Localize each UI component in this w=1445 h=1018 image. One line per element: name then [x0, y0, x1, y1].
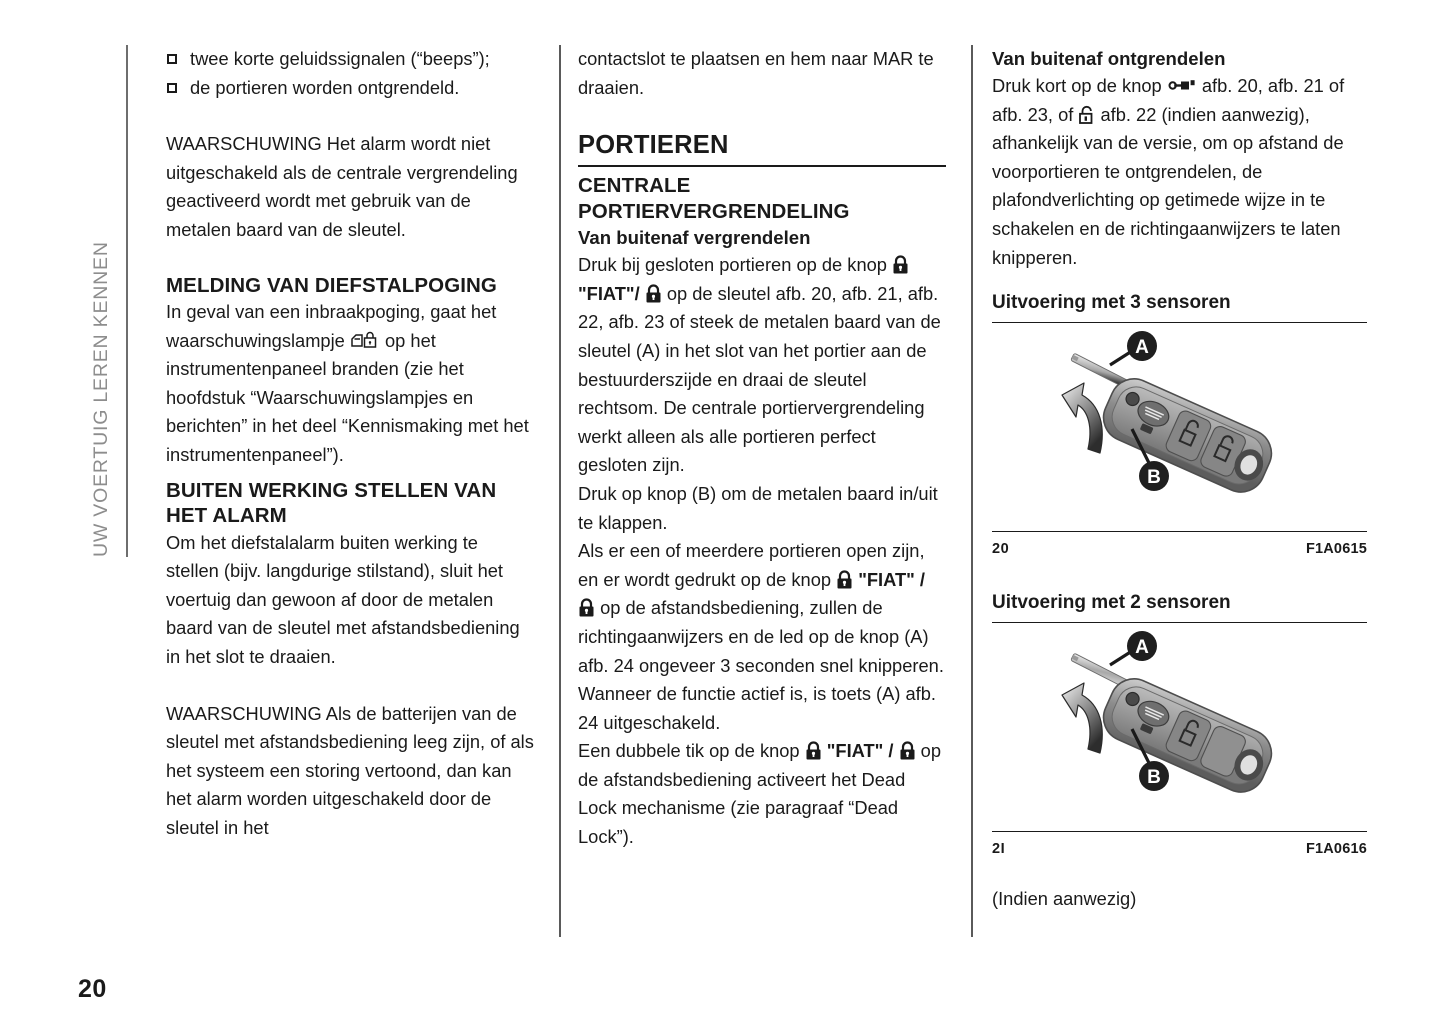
- lock-open-icon: [1078, 105, 1095, 124]
- dead-lock-text-2: "FIAT" /: [821, 740, 899, 762]
- lock-instructions-paragraph: [578, 251, 946, 480]
- continuation-paragraph: contactslot te plaatsen en hem naar MAR te draaien.: [578, 48, 934, 98]
- lock-text-3: op de sleutel afb. 20, afb. 21, afb. 22, afb. 23 of steek de metalen baard van de sleutel (A) in het slot van het portier aan de bestuurderszijde en draai de sleutel rechtsom. De centrale portiervergrendeling werkt alleen als alle portieren perfect gesloten zijn.: [578, 282, 941, 476]
- lock-closed-icon: [645, 284, 662, 303]
- spacer: [992, 564, 1367, 590]
- figure-2-caption: [992, 831, 1367, 864]
- warning-paragraph-2: WAARSCHUWING Als de batterijen van de sleutel met afstandsbediening leeg zijn, of als het systeem een storing vertoond, dan kan het alarm worden uitgeschakeld door de sleutel in het: [166, 702, 534, 838]
- spacer: [166, 102, 534, 130]
- list-item-label: twee korte geluidssignalen (“beeps”);: [190, 48, 490, 69]
- bullet-list: [166, 45, 534, 102]
- heading-centrale-portiervergrendeling: CENTRALE PORTIERVERGRENDELING: [578, 174, 850, 223]
- square-bullet-icon: [167, 54, 177, 64]
- chapter-tab-label: UW VOERTUIG LEREN KENNEN: [89, 241, 112, 557]
- door-unlock-icon: [1167, 77, 1197, 94]
- text-column-1: [166, 45, 534, 843]
- figure-2-heading: Uitvoering met 2 sensoren: [992, 590, 1367, 623]
- figure-1-heading: Uitvoering met 3 sensoren: [992, 290, 1367, 323]
- lock-closed-icon: [899, 741, 916, 760]
- melding-text-after: op het instrumentenpaneel branden (zie het hoofdstuk “Waarschuwingslampjes en berichten” in het deel “Kennismaking met het instrumentenpaneel”).: [166, 329, 529, 466]
- heading-buiten-werking-stellen: BUITEN WERKING STELLEN VAN HET ALARM: [166, 478, 497, 528]
- figure-1-callout-b: B: [1147, 467, 1161, 489]
- spacer: [578, 102, 946, 130]
- figure-2-number: 2I: [992, 840, 1006, 857]
- lock-text-2: "FIAT"/: [578, 282, 645, 304]
- unlock-text-1: Druk kort op de knop: [992, 75, 1167, 96]
- figure-2-callout-a: A: [1135, 636, 1149, 658]
- page-number: 20: [78, 975, 107, 1003]
- figure-1-number: 20: [992, 541, 1010, 558]
- footnote-indien-aanwezig: (Indien aanwezig): [992, 888, 1137, 910]
- figure-1-callout-a: A: [1135, 337, 1149, 359]
- list-item: [166, 74, 534, 103]
- figure-2: [992, 623, 1367, 864]
- melding-text-before: In geval van een inbraakpoging, gaat het waarschuwingslampje: [166, 301, 497, 351]
- lock-closed-icon: [892, 255, 909, 274]
- open-door-paragraph: [578, 537, 946, 737]
- list-item-label: de portieren worden ontgrendeld.: [190, 76, 460, 98]
- melding-paragraph: [166, 298, 534, 470]
- heading-van-buitenaf-vergrendelen: Van buitenaf vergrendelen: [578, 227, 811, 249]
- figure-1-code: F1A0615: [1305, 541, 1367, 558]
- figure-2-callout-b: B: [1147, 766, 1161, 788]
- warning-paragraph-1: WAARSCHUWING Het alarm wordt niet uitgeschakeld als de centrale vergrendeling geactiveerd wordt met gebruik van de metalen baard van de sleutel.: [166, 133, 518, 240]
- text-column-3: [992, 45, 1367, 914]
- figure-2-image: [992, 623, 1367, 831]
- car-alarm-icon: [350, 330, 380, 350]
- heading-melding-van-diefstalpoging: MELDING VAN DIEFSTALPOGING: [166, 273, 497, 297]
- figure-1: [992, 323, 1367, 564]
- buiten-werking-paragraph: Om het diefstalalarm buiten werking te stellen (bijv. langdurige stilstand), sluit het voertuig dan gewoon af door de metalen baard van de sleutel met afstandsbediening in het slot te draaien.: [166, 531, 520, 667]
- section-title-portieren: PORTIEREN: [578, 130, 946, 167]
- column-divider-1: [559, 45, 561, 937]
- open-door-text-3: op de afstandsbediening, zullen de richtingaanwijzers en de led op de knop (A) afb. 24 ongeveer 3 seconden snel knipperen. Wanneer de functie actief is, is toets (A) afb. 24 uitgeschakeld.: [578, 597, 944, 733]
- text-column-2: [578, 45, 946, 852]
- spacer: [992, 863, 1367, 885]
- figure-1-caption: [992, 531, 1367, 564]
- dead-lock-text-1: Een dubbele tik op de knop: [578, 740, 805, 762]
- open-door-text-1: Als er een of meerdere portieren open zijn, en er wordt gedrukt op de knop: [578, 540, 925, 590]
- unlock-instructions-paragraph: [992, 72, 1367, 272]
- dead-lock-text-3: op de afstandsbediening activeert het Dead Lock mechanisme (zie paragraaf “Dead Lock”).: [578, 740, 942, 848]
- button-b-paragraph: Druk op knop (B) om de metalen baard in/uit te klappen.: [578, 482, 938, 533]
- spacer: [166, 245, 534, 273]
- spacer: [166, 470, 534, 478]
- unlock-text-3: afb. 22 (indien aanwezig), afhankelijk van de versie, om op afstand de voorportieren te ontgrendelen, de plafondverlichting op getimede wijze in te schakelen en de richtingaanwijzers te laten knipperen.: [992, 103, 1344, 268]
- square-bullet-icon: [167, 83, 177, 93]
- lock-closed-icon: [578, 598, 595, 617]
- heading-van-buitenaf-ontgrendelen: Van buitenaf ontgrendelen: [992, 48, 1226, 69]
- open-door-text-2: "FIAT" /: [853, 568, 925, 590]
- column-divider-2: [971, 45, 973, 937]
- unlock-text-2: afb. 20, afb. 21 of afb. 23, of: [992, 75, 1345, 125]
- dead-lock-paragraph: [578, 737, 946, 851]
- figure-2-code: F1A0616: [1305, 840, 1367, 857]
- lock-text-1: Druk bij gesloten portieren op de knop: [578, 254, 893, 276]
- chapter-tab-rule: [126, 45, 128, 557]
- lock-closed-icon: [805, 741, 822, 760]
- spacer: [166, 672, 534, 700]
- spacer: [992, 272, 1367, 290]
- figure-1-image: [992, 323, 1367, 531]
- list-item: [166, 45, 534, 74]
- chapter-tab: [78, 45, 124, 557]
- lock-closed-icon: [836, 570, 853, 589]
